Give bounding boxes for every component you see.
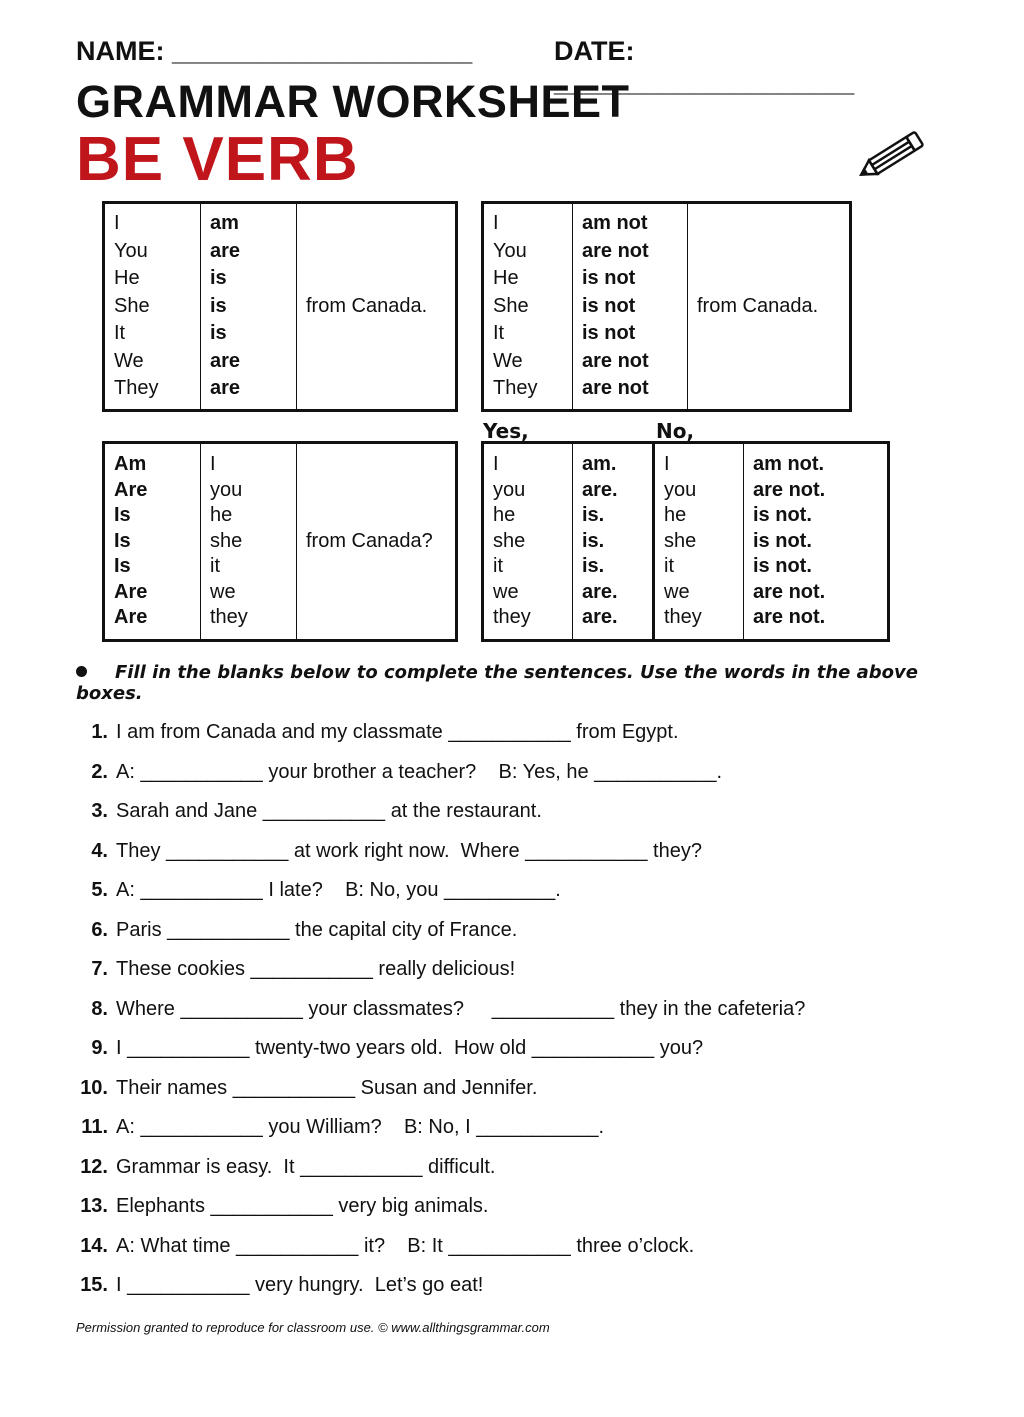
- question-text: I ___________ very hungry. Let’s go eat!: [116, 1274, 484, 1297]
- pencil-icon: [852, 126, 930, 186]
- question-item: [72, 713, 972, 753]
- question-item: [72, 871, 972, 911]
- subject-column: I You He She It We They: [493, 212, 538, 400]
- question-item: [72, 990, 972, 1030]
- yes-subject-column: I you he she it we they: [493, 453, 531, 629]
- question-number: 5.: [91, 879, 108, 902]
- yes-verb-column: am. are. is. is. is. are. are.: [582, 453, 618, 629]
- yes-label: Yes,: [483, 419, 529, 443]
- verb-column: Am Are Is Is Is Are Are: [114, 453, 148, 629]
- question-number: 12.: [80, 1155, 108, 1178]
- verb-column: am are is is is are are: [210, 212, 241, 400]
- worksheet-title: GRAMMAR WORKSHEET: [76, 76, 630, 127]
- question-text: A: What time ___________ it? B: It ___________ three o’clock.: [116, 1234, 695, 1257]
- tail-cell: from Canada.: [297, 203, 457, 411]
- question-item: [72, 950, 972, 990]
- tail-cell: from Canada?: [297, 443, 457, 641]
- question-item: [72, 792, 972, 832]
- question-item: [72, 1069, 972, 1109]
- question-number: 8.: [91, 997, 108, 1020]
- tail-cell: from Canada.: [688, 203, 851, 411]
- affirmative-table: [102, 201, 458, 412]
- question-text: They ___________ at work right now. Where ___________ they?: [116, 839, 702, 862]
- question-item: [72, 1029, 972, 1069]
- instructions-text: Fill in the blanks below to complete the sentences. Use the words in the above boxes.: [76, 662, 918, 704]
- no-label: No,: [656, 419, 695, 443]
- question-item: [72, 1266, 972, 1306]
- question-text: Elephants ___________ very big animals.: [116, 1195, 489, 1218]
- question-number: 9.: [91, 1037, 108, 1060]
- question-item: [72, 832, 972, 872]
- question-text: These cookies ___________ really delicious!: [116, 958, 516, 981]
- name-field-label: NAME: ____________________: [76, 36, 473, 66]
- subject-column: I You He She It We They: [114, 212, 159, 400]
- question-text: A: ___________ I late? B: No, you __________.: [116, 879, 561, 902]
- date-field-label: DATE: ____________________: [554, 36, 855, 97]
- question-text: Their names ___________ Susan and Jennifer.: [116, 1076, 538, 1099]
- question-text: Where ___________ your classmates? ___________ they in the cafeteria?: [116, 997, 806, 1020]
- question-table: [102, 441, 458, 642]
- question-number: 15.: [80, 1274, 108, 1297]
- question-text: Sarah and Jane ___________ at the restaurant.: [116, 800, 542, 823]
- question-list: [72, 713, 972, 1306]
- question-number: 11.: [81, 1116, 108, 1139]
- question-number: 2.: [91, 760, 108, 783]
- question-number: 1.: [91, 721, 108, 744]
- question-item: [72, 1227, 972, 1267]
- question-item: [72, 1108, 972, 1148]
- question-item: [72, 1148, 972, 1188]
- question-item: [72, 753, 972, 793]
- no-subject-column: I you he she it we they: [664, 453, 702, 629]
- header-row: [76, 36, 936, 97]
- question-number: 3.: [91, 800, 108, 823]
- bullet-icon: [76, 666, 87, 677]
- question-text: A: ___________ you William? B: No, I ___________.: [116, 1116, 605, 1139]
- question-number: 4.: [91, 839, 108, 862]
- question-text: I am from Canada and my classmate ___________ from Egypt.: [116, 721, 679, 744]
- question-text: Paris ___________ the capital city of France.: [116, 918, 518, 941]
- question-text: Grammar is easy. It ___________ difficult.: [116, 1155, 496, 1178]
- footer-permission: Permission granted to reproduce for classroom use. © www.allthingsgrammar.com: [76, 1320, 550, 1335]
- no-verb-column: am not. are not. is not. is not. is not. are not. are not.: [753, 453, 826, 629]
- question-number: 6.: [91, 918, 108, 941]
- topic-title: BE VERB: [76, 125, 359, 194]
- question-number: 10.: [80, 1076, 108, 1099]
- question-item: [72, 911, 972, 951]
- subject-column: I you he she it we they: [210, 453, 248, 629]
- question-number: 7.: [91, 958, 108, 981]
- question-text: I ___________ twenty-two years old. How old ___________ you?: [116, 1037, 704, 1060]
- question-number: 14.: [80, 1234, 108, 1257]
- question-item: [72, 1187, 972, 1227]
- instructions: [76, 662, 976, 704]
- negative-table: [481, 201, 852, 412]
- question-number: 13.: [80, 1195, 108, 1218]
- verb-column: am not are not is not is not is not are not are not: [582, 212, 649, 400]
- question-text: A: ___________ your brother a teacher? B: Yes, he ___________.: [116, 760, 723, 783]
- short-answer-table: [481, 441, 890, 642]
